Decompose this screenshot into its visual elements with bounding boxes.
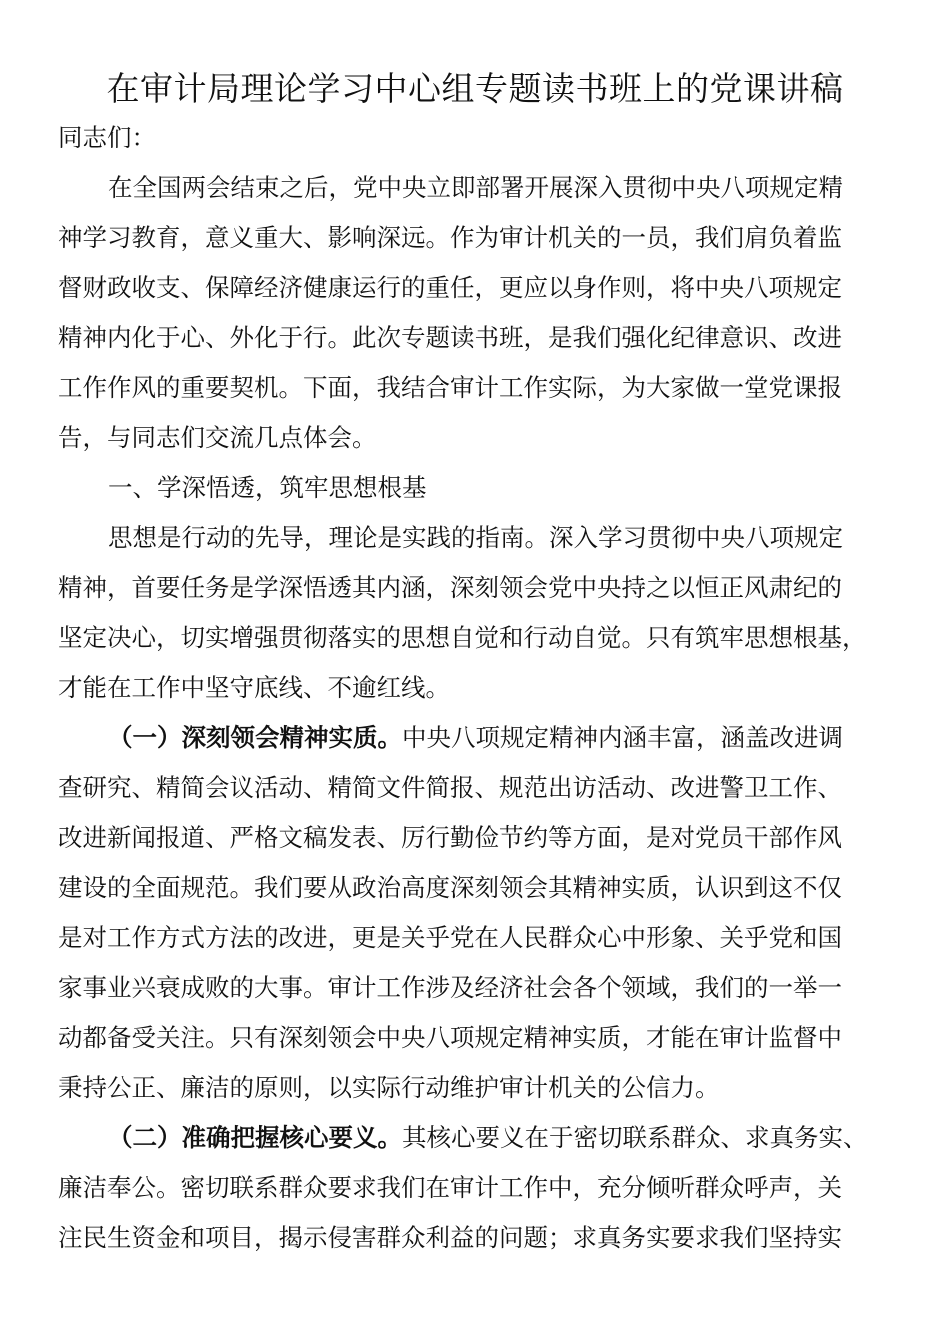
paragraph-line: 思想是行动的先导，理论是实践的指南。深入学习贯彻中央八项规定 [108, 523, 843, 552]
paragraph-line: 精神，首要任务是学深悟透其内涵，深刻领会党中央持之以恒正风肃纪的 [58, 573, 842, 602]
salutation: 同志们： [58, 123, 156, 152]
paragraph-line: 秉持公正、廉洁的原则，以实际行动维护审计机关的公信力。 [58, 1073, 720, 1102]
paragraph-line: 动都备受关注。只有深刻领会中央八项规定精神实质，才能在审计监督中 [58, 1023, 842, 1052]
subsection-first-line [58, 713, 892, 763]
paragraph-line: 查研究、精简会议活动、精简文件简报、规范出访活动、改进警卫工作、 [58, 773, 842, 802]
paragraph-line: 注民生资金和项目，揭示侵害群众利益的问题；求真务实要求我们坚持实 [58, 1223, 842, 1252]
document-title: 在审计局理论学习中心组专题读书班上的党课讲稿 [106, 69, 844, 108]
paragraph-text: 中央八项规定精神内涵丰富，涵盖改进调 [402, 723, 843, 752]
subsection-first-line [58, 1113, 892, 1163]
paragraph-line: 改进新闻报道、严格文稿发表、厉行勤俭节约等方面，是对党员干部作风 [58, 823, 842, 852]
paragraph-line: 督财政收支、保障经济健康运行的重任，更应以身作则，将中央八项规定 [58, 273, 842, 302]
paragraph-line: 告，与同志们交流几点体会。 [58, 423, 377, 452]
paragraph-line: 廉洁奉公。密切联系群众要求我们在审计工作中，充分倾听群众呼声，关 [58, 1173, 842, 1202]
paragraph-line: 精神内化于心、外化于行。此次专题读书班，是我们强化纪律意识、改进 [58, 323, 842, 352]
section-heading: 一、学深悟透，筑牢思想根基 [108, 473, 427, 502]
paragraph-line: 家事业兴衰成败的大事。审计工作涉及经济社会各个领域，我们的一举一 [58, 973, 842, 1002]
paragraph-line: 才能在工作中坚守底线、不逾红线。 [58, 673, 450, 702]
document-body [58, 113, 892, 1263]
paragraph-line: 坚定决心，切实增强贯彻落实的思想自觉和行动自觉。只有筑牢思想根基， [58, 623, 867, 652]
subsection-heading: （二）准确把握核心要义。 [108, 1123, 402, 1152]
paragraph-line: 工作作风的重要契机。下面，我结合审计工作实际，为大家做一堂党课报 [58, 373, 842, 402]
paragraph-line: 是对工作方式方法的改进，更是关乎党在人民群众心中形象、关乎党和国 [58, 923, 842, 952]
paragraph-line: 建设的全面规范。我们要从政治高度深刻领会其精神实质，认识到这不仅 [58, 873, 842, 902]
paragraph-text: 其核心要义在于密切联系群众、求真务实、 [402, 1123, 868, 1152]
paragraph-line: 在全国两会结束之后，党中央立即部署开展深入贯彻中央八项规定精 [108, 173, 843, 202]
paragraph-line: 神学习教育，意义重大、影响深远。作为审计机关的一员，我们肩负着监 [58, 223, 842, 252]
subsection-heading: （一）深刻领会精神实质。 [108, 723, 402, 752]
